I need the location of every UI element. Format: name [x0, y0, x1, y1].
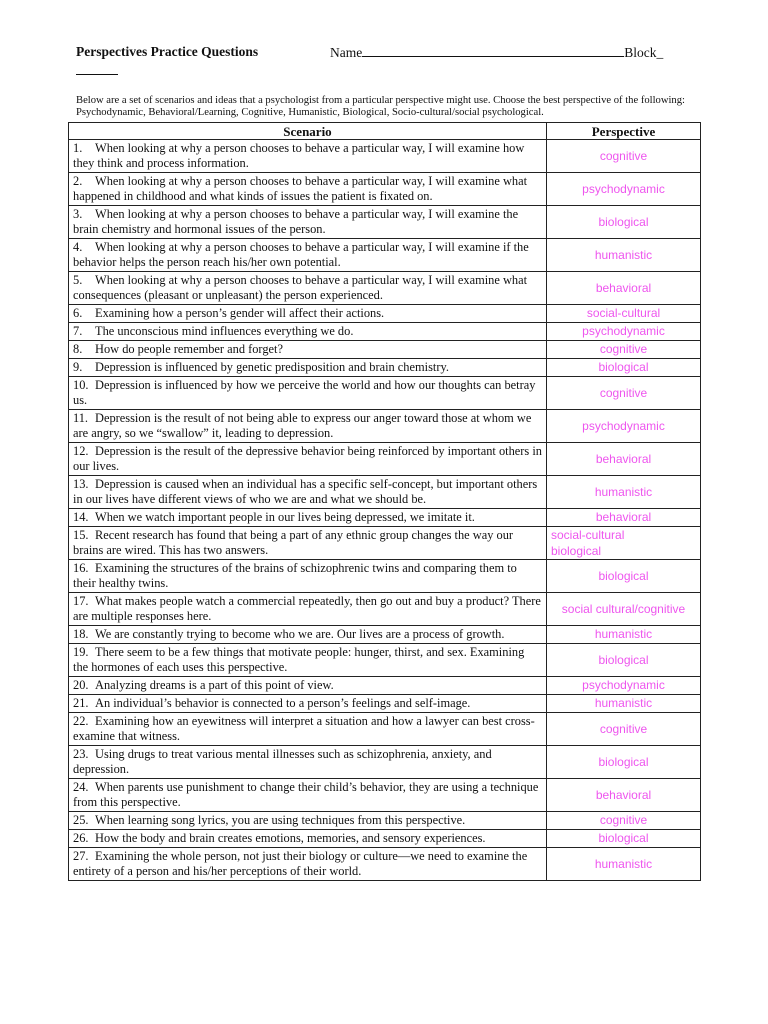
scenario-text: Depression is influenced by genetic predisposition and brain chemistry.	[95, 360, 449, 374]
question-number: 19.	[73, 645, 89, 659]
perspective-answer-cell	[547, 695, 701, 713]
perspective-answer: biological	[598, 214, 649, 229]
table-row	[69, 323, 701, 341]
question-number: 7.	[73, 324, 83, 338]
table-row	[69, 812, 701, 830]
question-number: 2.	[73, 174, 83, 188]
perspective-answer: humanistic	[594, 856, 653, 871]
block-label: Block_	[624, 45, 664, 60]
question-number: 20.	[73, 678, 89, 692]
perspective-answer: social-cultural	[586, 306, 661, 320]
question-number: 15.	[73, 528, 89, 542]
table-row	[69, 830, 701, 848]
question-number: 9.	[73, 360, 83, 374]
scenario-cell	[69, 272, 547, 305]
table-row	[69, 410, 701, 443]
scenario-cell	[69, 206, 547, 239]
perspective-answer: cognitive	[599, 385, 648, 400]
scenario-cell	[69, 323, 547, 341]
question-number: 26.	[73, 831, 89, 845]
perspective-answer-second: biological	[551, 544, 602, 558]
table-row	[69, 626, 701, 644]
perspective-answer: cognitive	[599, 813, 648, 827]
scenario-cell	[69, 593, 547, 626]
scenario-cell	[69, 140, 547, 173]
table-row	[69, 713, 701, 746]
perspective-answer: humanistic	[594, 484, 653, 499]
scenario-cell	[69, 359, 547, 377]
question-number: 13.	[73, 477, 89, 491]
table-row	[69, 677, 701, 695]
scenario-column-header: Scenario	[69, 123, 547, 140]
scenario-cell	[69, 173, 547, 206]
instructions: Below are a set of scenarios and ideas that a psychologist from a particular perspective might use. Choose the best perspective of the following: Psychodynamic, Behavioral/Learning, Cognitive, Humanistic, Biological, Socio-cultural/social psychological.	[76, 95, 685, 118]
table-header-row	[69, 123, 701, 140]
question-number: 6.	[73, 306, 83, 320]
perspective-answer: cognitive	[599, 721, 648, 736]
table-row	[69, 359, 701, 377]
table-row	[69, 644, 701, 677]
question-number: 16.	[73, 561, 89, 575]
scenario-text: Recent research has found that being a part of any ethnic group changes the way our brains are wired. This has two answers.	[73, 528, 514, 557]
perspective-answer-cell	[547, 509, 701, 527]
scenario-cell	[69, 305, 547, 323]
perspective-answer-cell	[547, 305, 701, 323]
question-number: 21.	[73, 696, 89, 710]
perspective-answer: biological	[598, 652, 649, 667]
question-number: 4.	[73, 240, 83, 254]
perspective-answer-cell	[547, 779, 701, 812]
scenario-text: An individual’s behavior is connected to a person’s feelings and self-image.	[95, 696, 471, 710]
perspective-answer: social-cultural	[551, 528, 625, 542]
perspective-answer-cell	[547, 341, 701, 359]
scenario-text: Examining how an eyewitness will interpret a situation and how a lawyer can best cross-examine that witness.	[73, 714, 535, 743]
perspective-answer: biological	[598, 754, 649, 769]
question-number: 10.	[73, 378, 89, 392]
scenario-cell	[69, 644, 547, 677]
name-blank-line	[362, 44, 624, 57]
scenario-text: Depression is influenced by how we perceive the world and how our thoughts can betray us.	[73, 378, 536, 407]
perspective-answer-cell	[547, 377, 701, 410]
question-number: 25.	[73, 813, 89, 827]
scenario-cell	[69, 695, 547, 713]
table-row	[69, 443, 701, 476]
scenario-text: There seem to be a few things that motivate people: hunger, thirst, and sex. Examining the hormones of each uses this perspective.	[73, 645, 525, 674]
name-field	[330, 44, 663, 61]
scenario-text: The unconscious mind influences everything we do.	[95, 324, 354, 338]
table-row	[69, 140, 701, 173]
scenario-text: Analyzing dreams is a part of this point of view.	[95, 678, 334, 692]
table-row	[69, 560, 701, 593]
perspective-answer-cell	[547, 713, 701, 746]
perspective-answer-cell	[547, 593, 701, 626]
perspective-answer-cell	[547, 173, 701, 206]
scenario-cell	[69, 713, 547, 746]
scenario-text: When looking at why a person chooses to behave a particular way, I will examine if the behavior helps the person reach his/her own potential.	[73, 240, 529, 269]
table-body	[69, 140, 701, 881]
scenario-cell	[69, 476, 547, 509]
question-number: 5.	[73, 273, 83, 287]
perspective-answer-cell	[547, 812, 701, 830]
table-row	[69, 173, 701, 206]
table-row	[69, 593, 701, 626]
scenario-text: Depression is the result of not being able to express our anger toward those at whom we are angry, so we “swallow” it, leading to depression.	[73, 411, 532, 440]
perspective-answer: behavioral	[595, 280, 652, 295]
block-blank-line	[76, 62, 118, 75]
scenario-cell	[69, 527, 547, 560]
question-number: 17.	[73, 594, 89, 608]
question-number: 12.	[73, 444, 89, 458]
perspective-answer-cell	[547, 644, 701, 677]
perspective-answer: cognitive	[599, 342, 648, 356]
scenario-cell	[69, 341, 547, 359]
scenario-cell	[69, 509, 547, 527]
table-row	[69, 509, 701, 527]
perspective-answer-cell	[547, 140, 701, 173]
scenario-text: When looking at why a person chooses to behave a particular way, I will examine what consequences (pleasant or unpleasant) the person experienced.	[73, 273, 528, 302]
scenario-text: Examining how a person’s gender will affect their actions.	[95, 306, 385, 320]
scenario-text: When looking at why a person chooses to behave a particular way, I will examine the brain chemistry and hormonal issues of the person.	[73, 207, 519, 236]
perspective-answer: cognitive	[599, 148, 648, 163]
scenario-cell	[69, 626, 547, 644]
scenario-cell	[69, 239, 547, 272]
name-label: Name	[330, 45, 363, 60]
perspective-answer-cell	[547, 359, 701, 377]
question-number: 24.	[73, 780, 89, 794]
table-row	[69, 239, 701, 272]
scenario-cell	[69, 812, 547, 830]
perspective-answer: biological	[598, 568, 649, 583]
scenario-cell	[69, 746, 547, 779]
perspective-answer-cell	[547, 677, 701, 695]
perspective-column-header: Perspective	[547, 123, 701, 140]
perspective-answer-cell	[547, 830, 701, 848]
perspective-answer: psychodynamic	[582, 324, 665, 338]
scenario-text: Examining the structures of the brains of schizophrenic twins and comparing them to their healthy twins.	[73, 561, 517, 590]
perspective-answer: psychodynamic	[582, 678, 665, 692]
perspective-answer-cell	[547, 560, 701, 593]
perspective-answer-cell	[547, 272, 701, 305]
scenario-text: When we watch important people in our lives being depressed, we imitate it.	[95, 510, 475, 524]
perspective-answer: humanistic	[594, 696, 653, 710]
scenario-text: Using drugs to treat various mental illnesses such as schizophrenia, anxiety, and depression.	[73, 747, 492, 776]
table-row	[69, 848, 701, 881]
question-number: 18.	[73, 627, 89, 641]
perspective-answer: humanistic	[594, 247, 653, 262]
scenario-table	[68, 122, 701, 881]
scenario-cell	[69, 830, 547, 848]
perspective-answer-cell	[547, 626, 701, 644]
scenario-cell	[69, 560, 547, 593]
perspective-answer-cell	[547, 527, 701, 560]
perspective-answer: social cultural/cognitive	[561, 601, 686, 616]
scenario-cell	[69, 779, 547, 812]
question-number: 8.	[73, 342, 83, 356]
question-number: 11.	[73, 411, 89, 425]
table-row	[69, 476, 701, 509]
perspective-answer-cell	[547, 410, 701, 443]
perspective-answer: biological	[598, 360, 649, 374]
scenario-text: When parents use punishment to change their child’s behavior, they are using a technique from this perspective.	[73, 780, 539, 809]
question-number: 22.	[73, 714, 89, 728]
worksheet-title: Perspectives Practice Questions	[76, 44, 259, 59]
table-row	[69, 272, 701, 305]
table-row	[69, 779, 701, 812]
scenario-text: When looking at why a person chooses to behave a particular way, I will examine what happened in childhood and what kinds of issues the patient is fixated on.	[73, 174, 528, 203]
table-row	[69, 377, 701, 410]
perspective-answer: behavioral	[595, 451, 652, 466]
table-row	[69, 695, 701, 713]
scenario-text: Examining the whole person, not just their biology or culture—we need to examine the entirety of a person and his/her perceptions of their world.	[73, 849, 528, 878]
scenario-text: How the body and brain creates emotions, memories, and sensory experiences.	[95, 831, 486, 845]
perspective-answer-cell	[547, 848, 701, 881]
scenario-text: When looking at why a person chooses to behave a particular way, I will examine how they think and process information.	[73, 141, 525, 170]
perspective-answer: humanistic	[594, 627, 653, 641]
table-row	[69, 305, 701, 323]
perspective-answer-cell	[547, 476, 701, 509]
perspective-answer-cell	[547, 746, 701, 779]
block-blank-continuation	[76, 62, 118, 79]
table-row	[69, 527, 701, 560]
question-number: 23.	[73, 747, 89, 761]
scenario-text: Depression is the result of the depressive behavior being reinforced by important others in our lives.	[73, 444, 542, 473]
scenario-cell	[69, 677, 547, 695]
scenario-text: Depression is caused when an individual has a specific self-concept, but important others in our lives have different views of who we are and what we should be.	[73, 477, 538, 506]
perspective-answer-cell	[547, 206, 701, 239]
table-row	[69, 206, 701, 239]
question-number: 14.	[73, 510, 89, 524]
scenario-cell	[69, 410, 547, 443]
scenario-text: What makes people watch a commercial repeatedly, then go out and buy a product? There are multiple responses here.	[73, 594, 541, 623]
perspective-answer: behavioral	[595, 510, 652, 524]
perspective-answer-cell	[547, 323, 701, 341]
table-row	[69, 746, 701, 779]
perspective-answer: psychodynamic	[582, 181, 665, 196]
table-row	[69, 341, 701, 359]
scenario-text: We are constantly trying to become who we are. Our lives are a process of growth.	[95, 627, 505, 641]
question-number: 27.	[73, 849, 89, 863]
worksheet-header	[76, 44, 696, 84]
perspective-answer: behavioral	[595, 787, 652, 802]
perspective-answer-cell	[547, 443, 701, 476]
scenario-cell	[69, 443, 547, 476]
perspective-answer: psychodynamic	[582, 418, 665, 433]
scenario-text: When learning song lyrics, you are using techniques from this perspective.	[95, 813, 466, 827]
scenario-text: How do people remember and forget?	[95, 342, 283, 356]
scenario-cell	[69, 377, 547, 410]
question-number: 1.	[73, 141, 83, 155]
scenario-cell	[69, 848, 547, 881]
question-number: 3.	[73, 207, 83, 221]
perspective-answer: biological	[598, 831, 649, 845]
perspective-answer-cell	[547, 239, 701, 272]
